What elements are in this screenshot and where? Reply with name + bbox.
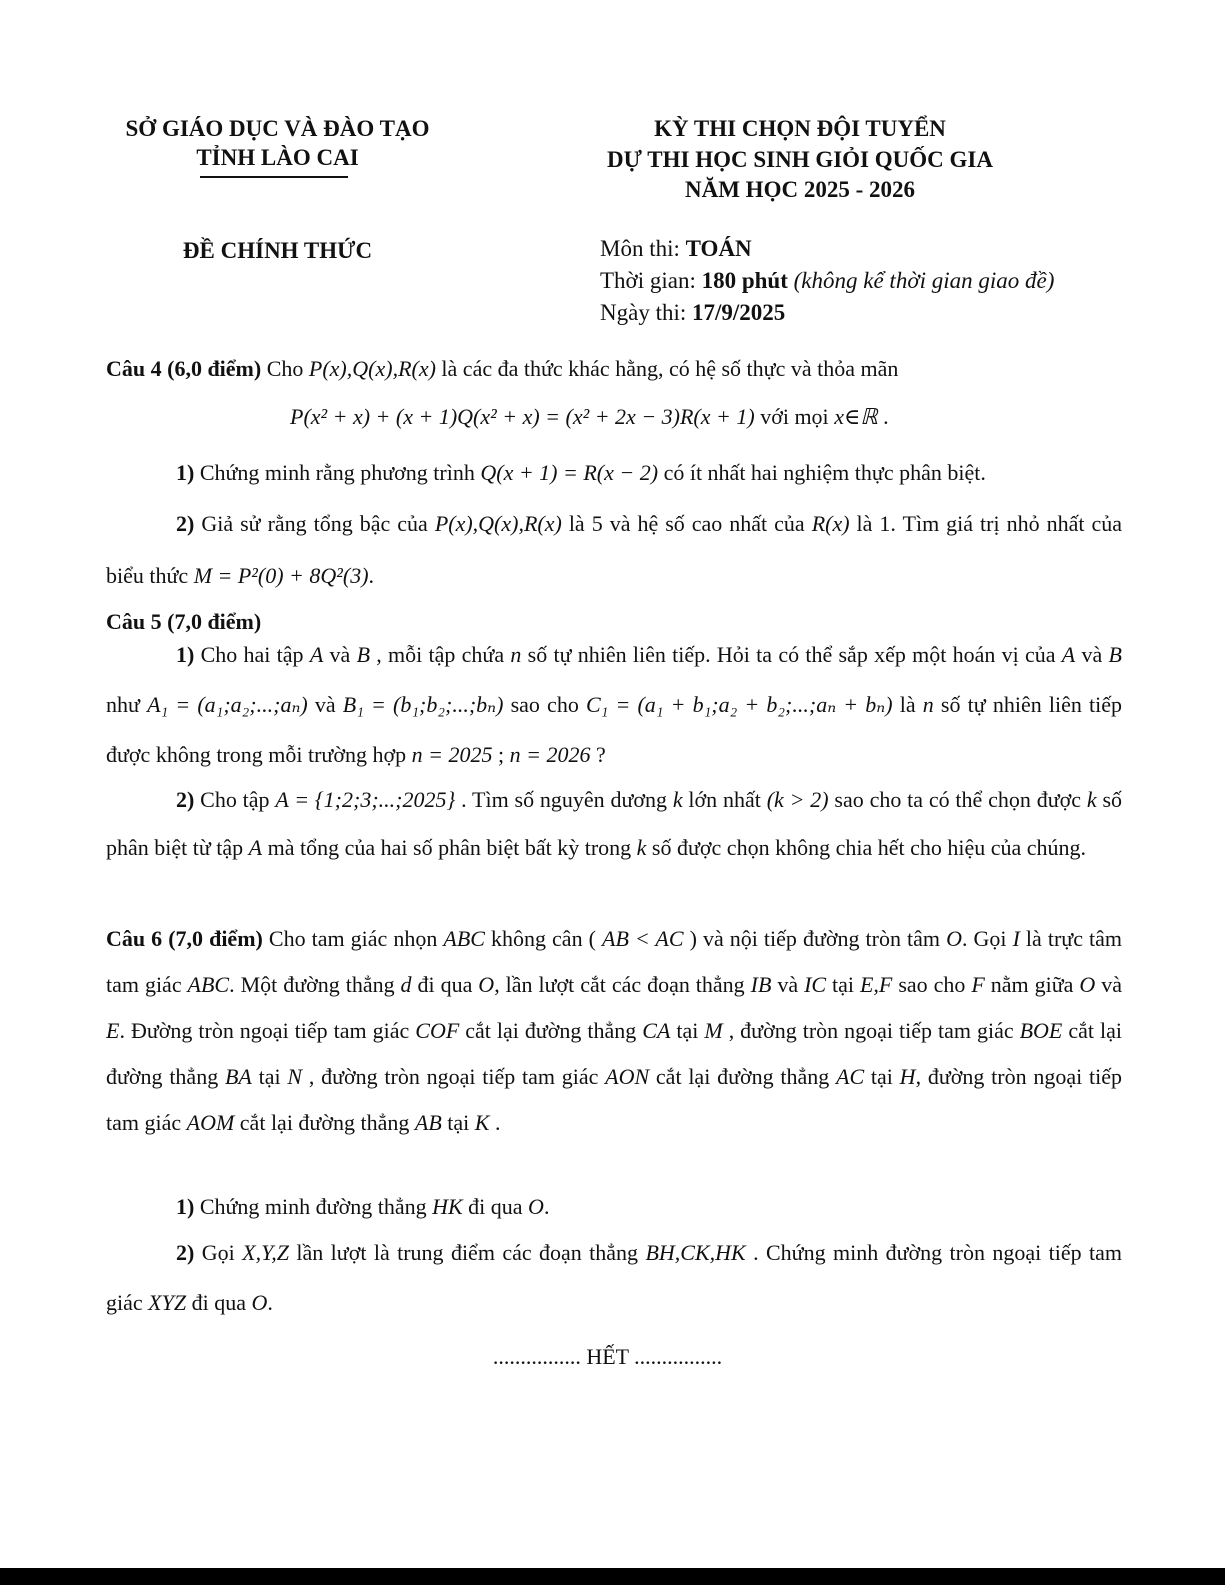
q5-case2: n = 2026	[509, 742, 591, 767]
q6-text: và	[1095, 972, 1122, 997]
q5-case1: n = 2025	[411, 742, 493, 767]
q6-abc: ABC	[187, 972, 230, 997]
q6-o: O	[1079, 972, 1096, 997]
date-value: 17/9/2025	[692, 300, 786, 325]
q6-text: là trực tâm tam giác	[106, 926, 1123, 997]
q4-text: Cho	[261, 356, 309, 381]
q4-text: là 5 và hệ số cao nhất của	[561, 511, 812, 536]
q5-text: số tự nhiên liên tiếp. Hỏi ta có thể sắp xếp một hoán vị của	[521, 642, 1062, 667]
q6-text: tại	[826, 972, 860, 997]
q6-hk: HK	[432, 1194, 463, 1219]
q4-text: .	[368, 563, 375, 588]
q4-part1	[106, 450, 1122, 496]
q4-part1-number: 1)	[176, 460, 195, 485]
q5-k: k	[636, 835, 647, 860]
q4-part1-equation: Q(x + 1) = R(x − 2)	[480, 460, 659, 485]
q5-text: . Tìm số nguyên dương	[455, 787, 673, 812]
q5-text: sao cho ta có thể chọn được	[828, 787, 1087, 812]
q4-title: Câu 4 (6,0 điểm)	[106, 356, 262, 381]
q6-xyz-list: X,Y,Z	[242, 1240, 290, 1265]
q5-b1: B₁ = (b₁;b₂;...;bₙ)	[342, 692, 504, 717]
q5-set-b: B	[356, 642, 371, 667]
q6-xyz: XYZ	[148, 1290, 187, 1315]
q6-text: . Gọi	[961, 926, 1013, 951]
q5-set-def: A = {1;2;3;...;2025}	[275, 787, 456, 812]
q5-text: Cho hai tập	[194, 642, 310, 667]
q5-text: lớn nhất	[682, 787, 767, 812]
q5-set-a: A	[1061, 642, 1076, 667]
q4-text: là các đa thức khác hằng, có hệ số thực và thỏa mãn	[435, 356, 899, 381]
province-name: TỈNH LÀO CAI	[196, 145, 359, 170]
time-label: Thời gian:	[600, 268, 702, 293]
q6-segments: BH,CK,HK	[645, 1240, 746, 1265]
q5-text: ?	[590, 742, 606, 767]
end-marker: ................ HẾT ................	[492, 1344, 723, 1369]
q5-text: số tự nhiên liên tiếp được không trong mỗi trường hợp	[106, 692, 1123, 767]
q4-text: .	[877, 404, 889, 429]
q6-text: Gọi	[194, 1240, 243, 1265]
q6-part1	[106, 1184, 1122, 1230]
q6-h: H	[899, 1064, 916, 1089]
q6-o: O	[946, 926, 962, 951]
q6-statement	[106, 916, 1122, 1146]
time-value: 180 phút	[701, 268, 788, 293]
official-exam-label: ĐỀ CHÍNH THỨC	[182, 238, 373, 263]
q6-o: O	[528, 1194, 544, 1219]
q5-text: và	[1075, 642, 1109, 667]
q5-part2-number: 2)	[176, 787, 195, 812]
q6-text: cắt lại đường thẳng	[106, 1018, 1122, 1089]
q6-ib: IB	[750, 972, 772, 997]
scan-bottom-edge	[0, 1568, 1225, 1585]
q6-ba: BA	[224, 1064, 252, 1089]
q6-text: đi qua	[411, 972, 479, 997]
q6-o: O	[251, 1290, 268, 1315]
q6-text: cắt lại đường thẳng	[459, 1018, 643, 1043]
q6-text: nằm giữa	[984, 972, 1080, 997]
q6-ab: AB	[414, 1110, 442, 1135]
q5-n: n	[922, 692, 934, 717]
date-line	[600, 300, 785, 326]
q5-text: và	[307, 692, 343, 717]
q5-set-b: B	[1108, 642, 1122, 667]
q6-m: M	[704, 1018, 723, 1043]
q4-text: là 1. Tìm giá trị nhỏ nhất của biểu thức	[106, 511, 1123, 588]
q4-text: Chứng minh rằng phương trình	[194, 460, 481, 485]
q5-text: , mỗi tập chứa	[370, 642, 511, 667]
q5-text: như	[106, 692, 148, 717]
q5-part1	[106, 630, 1122, 780]
q6-text: lần lượt là trung điểm các đoạn thẳng	[289, 1240, 646, 1265]
q4-domain: x∈ℝ	[834, 404, 878, 429]
time-note: (không kể thời gian giao đề)	[793, 268, 1055, 293]
q6-inequality: AB < AC	[602, 926, 684, 951]
q6-aon: AON	[605, 1064, 650, 1089]
date-label: Ngày thi:	[600, 300, 692, 325]
q5-part1-number: 1)	[176, 642, 195, 667]
q5-text: và	[323, 642, 357, 667]
header-underline	[200, 176, 348, 178]
q6-part2	[106, 1228, 1122, 1328]
q5-k-condition: (k > 2)	[766, 787, 829, 812]
subject-label: Môn thi:	[600, 236, 686, 261]
q6-text: không cân (	[484, 926, 602, 951]
q4-polys: P(x),Q(x),R(x)	[308, 356, 436, 381]
q6-text: Cho tam giác nhọn	[262, 926, 444, 951]
q6-text: , đường tròn ngoại tiếp tam giác	[722, 1018, 1020, 1043]
q6-text: . Chứng minh đường tròn ngoại tiếp tam giác	[106, 1240, 1123, 1315]
q6-text: đi qua	[186, 1290, 252, 1315]
q6-text: tại	[864, 1064, 900, 1089]
q4-part2-expression: M = P²(0) + 8Q²(3)	[193, 563, 369, 588]
q6-text: tại	[251, 1064, 288, 1089]
q6-text: tại	[441, 1110, 475, 1135]
exam-title-line2: DỰ THI HỌC SINH GIỎI QUỐC GIA	[607, 147, 993, 172]
q6-text: và	[771, 972, 805, 997]
q5-text: sao cho	[503, 692, 586, 717]
q6-text: , đường tròn ngoại tiếp tam giác	[302, 1064, 606, 1089]
q6-text: .	[489, 1110, 501, 1135]
q6-f: F	[971, 972, 985, 997]
q5-text: ;	[492, 742, 510, 767]
q5-title: Câu 5 (7,0 điểm)	[106, 609, 262, 634]
q6-e: E	[106, 1018, 120, 1043]
q4-part2-number: 2)	[176, 511, 195, 536]
q6-k: K	[474, 1110, 490, 1135]
q5-part2	[106, 776, 1122, 872]
q5-n: n	[510, 642, 522, 667]
q5-set-a: A	[309, 642, 324, 667]
q5-text: Cho tập	[194, 787, 276, 812]
q6-cof: COF	[415, 1018, 460, 1043]
q4-part2	[106, 498, 1122, 602]
q5-c1: C₁ = (a₁ + b₁;a₂ + b₂;...;aₙ + bₙ)	[585, 692, 893, 717]
q6-ca: CA	[642, 1018, 671, 1043]
q6-boe: BOE	[1019, 1018, 1063, 1043]
q6-n: N	[287, 1064, 303, 1089]
subject-line	[600, 236, 752, 262]
q4-text: Giả sử rằng tổng bậc của	[194, 511, 435, 536]
q6-text: cắt lại đường thẳng	[234, 1110, 415, 1135]
q6-part1-number: 1)	[176, 1194, 195, 1219]
q6-text: sao cho	[892, 972, 972, 997]
q5-text: số phân biệt từ tập	[106, 787, 1123, 860]
department-name: SỞ GIÁO DỤC VÀ ĐÀO TẠO	[125, 116, 430, 141]
q6-o: O	[478, 972, 495, 997]
q6-text: ) và nội tiếp đường tròn tâm	[683, 926, 947, 951]
q5-a1: A₁ = (a₁;a₂;...;aₙ)	[147, 692, 308, 717]
q4-equation: P(x² + x) + (x + 1)Q(x² + x) = (x² + 2x − 3)R(x + 1)	[290, 404, 755, 429]
q4-part2-polys: P(x),Q(x),R(x)	[434, 511, 562, 536]
q5-text: số được chọn không chia hết cho hiệu của chúng.	[646, 835, 1087, 860]
q6-text: Chứng minh đường thẳng	[194, 1194, 433, 1219]
q6-i: I	[1012, 926, 1020, 951]
q4-text: có ít nhất hai nghiệm thực phân biệt.	[658, 460, 986, 485]
q4-text: với mọi	[754, 404, 835, 429]
q6-text: đi qua	[462, 1194, 529, 1219]
q6-text: .	[267, 1290, 273, 1315]
q6-text: , lần lượt cắt các đoạn thẳng	[494, 972, 751, 997]
q5-k: k	[1086, 787, 1097, 812]
subject-value: TOÁN	[685, 236, 752, 261]
q4-part2-r: R(x)	[811, 511, 850, 536]
q6-title: Câu 6 (7,0 điểm)	[106, 926, 263, 951]
q4-equation-line	[290, 404, 889, 430]
exam-title-line1: KỲ THI CHỌN ĐỘI TUYỂN	[654, 116, 946, 141]
q6-aom: AOM	[186, 1110, 235, 1135]
q6-text: .	[543, 1194, 550, 1219]
q6-part2-number: 2)	[176, 1240, 195, 1265]
q6-text: . Một đường thẳng	[229, 972, 401, 997]
q5-text: mà tổng của hai số phân biệt bất kỳ trong	[262, 835, 637, 860]
q5-text: là	[892, 692, 923, 717]
q6-ac: AC	[836, 1064, 865, 1089]
q6-ef: E,F	[859, 972, 893, 997]
q6-abc: ABC	[443, 926, 485, 951]
q6-text: tại	[670, 1018, 705, 1043]
q5-set-a: A	[248, 835, 263, 860]
school-year: NĂM HỌC 2025 - 2026	[685, 177, 915, 202]
time-line	[600, 268, 1054, 294]
q6-text: , đường tròn ngoại tiếp tam giác	[106, 1064, 1122, 1135]
q6-text: cắt lại đường thẳng	[649, 1064, 837, 1089]
q6-d: d	[400, 972, 412, 997]
q6-ic: IC	[804, 972, 827, 997]
q5-k: k	[672, 787, 683, 812]
q4-intro	[106, 346, 1122, 392]
q6-text: . Đường tròn ngoại tiếp tam giác	[119, 1018, 416, 1043]
